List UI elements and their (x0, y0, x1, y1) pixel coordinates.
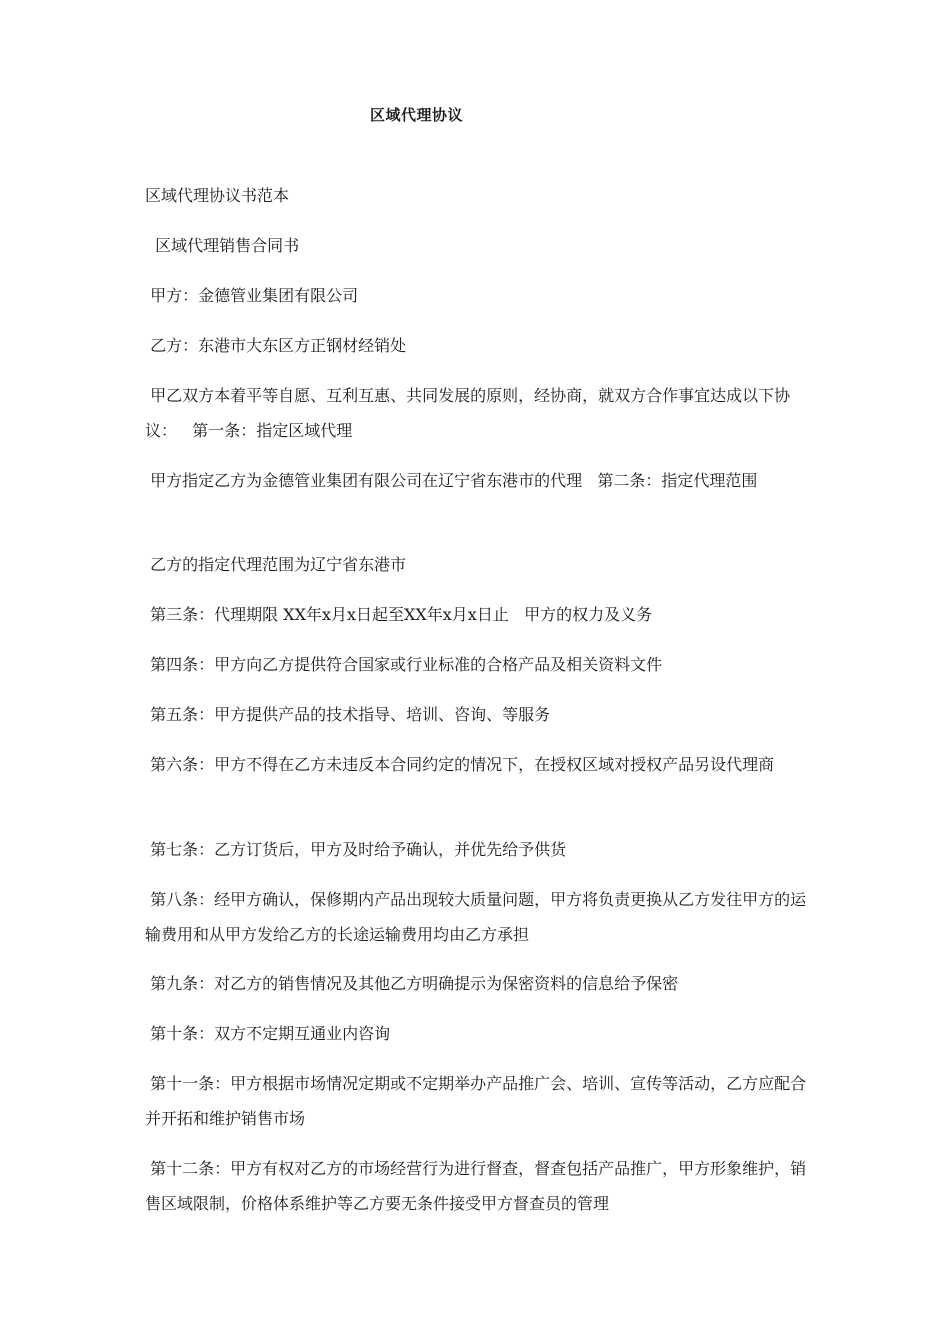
paragraph-party-a: 甲方：金德管业集团有限公司 (145, 286, 359, 305)
paragraph-article-6: 第六条：甲方不得在乙方未违反本合同约定的情况下，在授权区域对授权产品另设代理商 (145, 755, 775, 774)
paragraph-article-3: 第三条：代理期限 XX年x月x日起至XX年x月x日止 甲方的权力及义务 (145, 605, 653, 624)
paragraph-article-12: 第十二条：甲方有权对乙方的市场经营行为进行督查，督查包括产品推广，甲方形象维护，销售区域限制，价格体系维护等乙方要无条件接受甲方督查员的管理 (145, 1159, 807, 1213)
paragraph-contract-name: 区域代理销售合同书 (145, 236, 300, 255)
paragraph-article-11: 第十一条：甲方根据市场情况定期或不定期举办产品推广会、培训、宣传等活动，乙方应配合并开拓和维护销售市场 (145, 1074, 807, 1128)
paragraph-article-5: 第五条：甲方提供产品的技术指导、培训、咨询、等服务 (145, 705, 551, 724)
paragraph-article-8: 第八条：经甲方确认，保修期内产品出现较大质量问题，甲方将负责更换从乙方发往甲方的运输费用和从甲方发给乙方的长途运输费用均由乙方承担 (145, 890, 807, 944)
document-title: 区域代理协议 (370, 106, 464, 124)
paragraph-preamble: 甲乙双方本着平等自愿、互利互惠、共同发展的原则，经协商，就双方合作事宜达成以下协议： 第一条：指定区域代理 (145, 386, 791, 440)
paragraph-article-7: 第七条：乙方订货后，甲方及时给予确认，并优先给予供货 (145, 840, 567, 859)
paragraph-article-2: 乙方的指定代理范围为辽宁省东港市 (145, 555, 407, 574)
paragraph-article-10: 第十条：双方不定期互通业内咨询 (145, 1024, 391, 1043)
paragraph-template-heading: 区域代理协议书范本 (145, 186, 290, 205)
paragraph-article-9: 第九条：对乙方的销售情况及其他乙方明确提示为保密资料的信息给予保密 (145, 974, 679, 993)
paragraph-article-4: 第四条：甲方向乙方提供符合国家或行业标准的合格产品及相关资料文件 (145, 655, 663, 674)
paragraph-party-b: 乙方：东港市大东区方正钢材经销处 (145, 336, 407, 355)
paragraph-article-1: 甲方指定乙方为金德管业集团有限公司在辽宁省东港市的代理 第二条：指定代理范围 (145, 471, 758, 490)
